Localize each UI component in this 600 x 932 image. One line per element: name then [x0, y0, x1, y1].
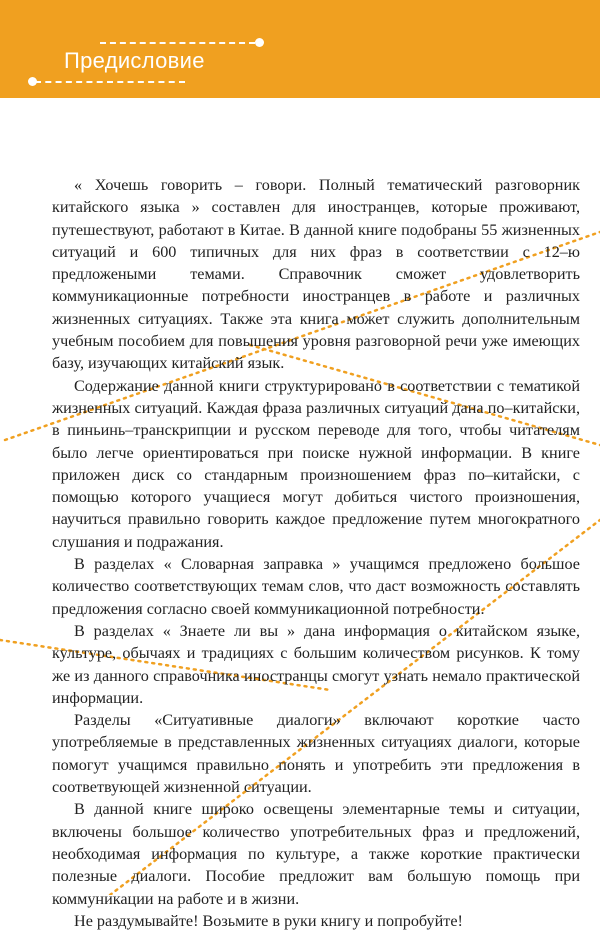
- dotted-line-decoration: [100, 42, 255, 44]
- dot-decoration: [28, 77, 37, 86]
- dot-decoration: [255, 38, 264, 47]
- preface-body: [52, 174, 580, 932]
- paragraph: В разделах « Знаете ли вы » дана информация о китайском языке, культуре, обычаях и традициях с большим количеством рисунков. К тому же из данного справочника иностранцы смогут узнать немало практической информации.: [52, 621, 580, 707]
- paragraph: Не раздумывайте! Возьмите в руки книгу и попробуйте!: [74, 911, 463, 930]
- paragraph: В разделах « Словарная заправка » учащимся предложено большое количество соответствующих темам слов, что даст возможность составлять предложения согласно своей коммуникационной потребности.: [52, 555, 580, 618]
- page-title: Предисловие: [64, 48, 205, 73]
- paragraph: Содержание данной книги структурировано в соответствии с тематикой жизненных ситуаций. Каждая фраза различных ситуаций дана по–китайски, в пиньинь–транскрипции и русском переводе для того, чтобы читателям было легче ориентироваться при поиске нужной информации. В книге приложен диск со стандарным произношением фраз по–китайски, с помощью которого учащиеся могут добиться чистого произношения, научиться правильно говорить каждое предложение путем многократного слушания и подражания.: [52, 376, 580, 551]
- header-band: [0, 0, 600, 98]
- dotted-line-decoration: [35, 81, 185, 83]
- paragraph: Разделы «Ситуативные диалоги» включают короткие часто употребляемые в представленных жизненных ситуациях диалоги, которые помогут учащимся правильно понять и употребить эти предложения в соответвующей жизненной ситуации.: [52, 711, 580, 797]
- paragraph: « Хочешь говорить – говори. Полный тематический разговорник китайского языка » составлен для иностранцев, которые проживают, путешествуют, работают в Китае. В данной книге подобраны 55 жизненных ситуаций и 600 типичных для них фраз в соответствии с 12–ю предложеными темами. Справочник сможет удовлетворить коммуникационные потребности иностранцев в работе и различных жизненных ситуациях. Также эта книга может служить дополнительным учебным пособием для повышения уровня разговорной речи уже имеющих базу, изучающих китайский язык.: [52, 176, 580, 373]
- paragraph: В данной книге широко освещены элементарные темы и ситуации, включены большое количество употребительных фраз и предложений, необходимая информация по культуре, а также короткие практически полезные диалоги. Пособие предложит вам большую помощь при коммуникации на работе и в жизни.: [52, 800, 580, 908]
